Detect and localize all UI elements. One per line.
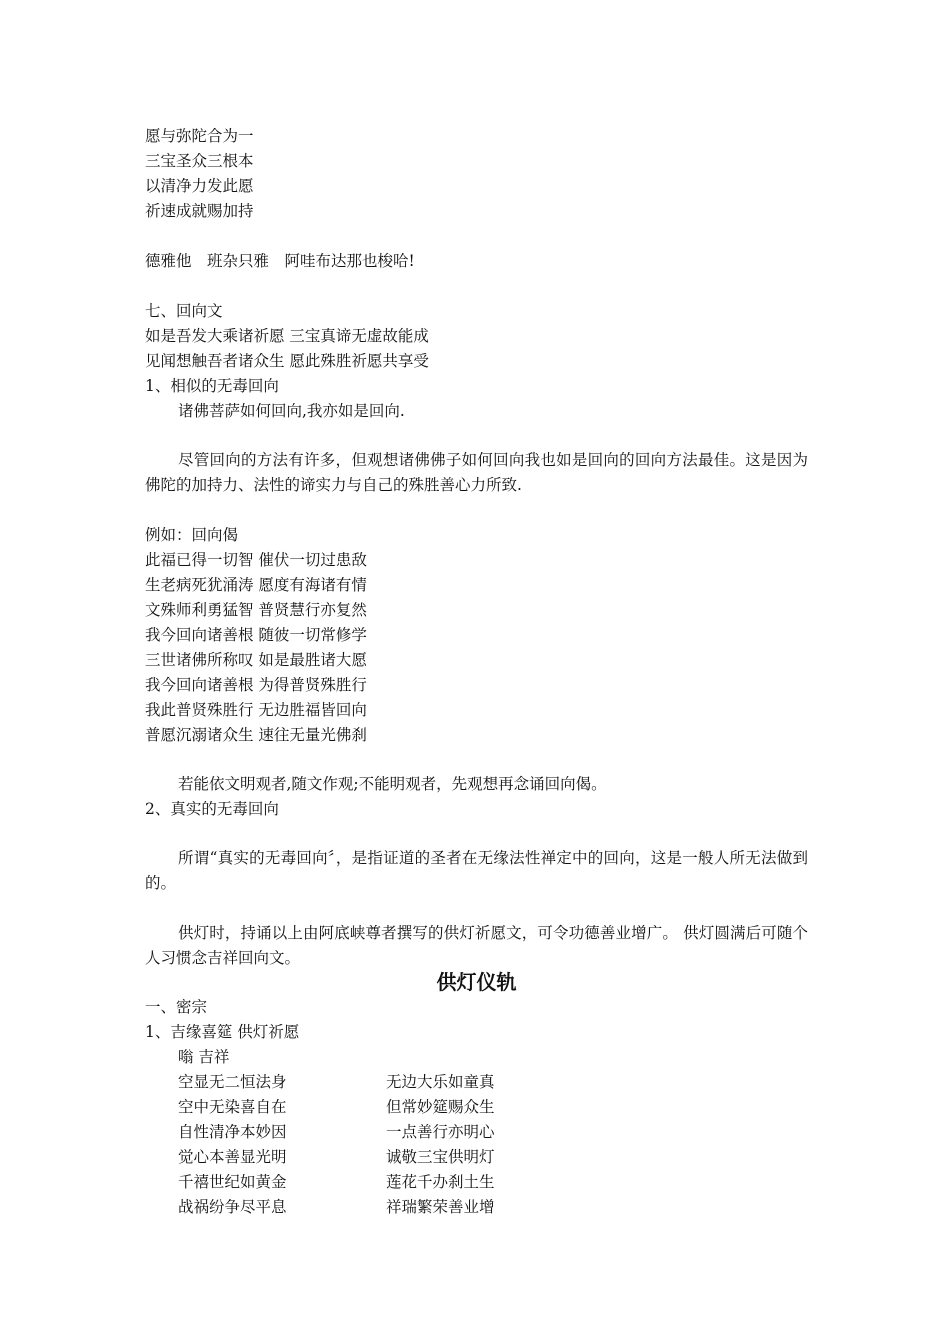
verse-line: 三世诸佛所称叹 如是最胜诸大愿 xyxy=(145,651,367,669)
couplet-row xyxy=(178,1097,495,1117)
couplet-right: 祥瑞繁荣善业增 xyxy=(386,1198,495,1216)
mantra-line: 德雅他 班杂只雅 阿哇布达那也梭哈! xyxy=(145,252,415,270)
paragraph: 尽管回向的方法有许多，但观想诸佛佛子如何回向我也如是回向的回向方法最佳。这是因为佛陀的加持力、法性的谛实力与自己的殊胜善心力所致. xyxy=(145,451,808,494)
verse-line: 如是吾发大乘诸祈愿 三宝真谛无虚故能成 xyxy=(145,327,429,345)
couplet-left: 战祸纷争尽平息 xyxy=(178,1198,287,1216)
note-line: 若能依文明观者,随文作观;不能明观者，先观想再念诵回向偈。 xyxy=(178,775,607,793)
couplet-row xyxy=(178,1147,495,1167)
example-label: 例如：回向偈 xyxy=(145,526,239,544)
verse-line: 三宝圣众三根本 xyxy=(145,152,254,170)
paragraph: 所谓“真实的无毒回向〞，是指证道的圣者在无缘法性禅定中的回向，这是一般人所无法做到的。 xyxy=(145,849,808,892)
verse-line: 此福已得一切智 催伏一切过患敌 xyxy=(145,551,367,569)
couplet-row xyxy=(178,1122,495,1142)
couplet-left: 空中无染喜自在 xyxy=(178,1098,287,1116)
verse-line: 祈速成就赐加持 xyxy=(145,202,254,220)
verse-line: 我今回向诸善根 随彼一切常修学 xyxy=(145,626,367,644)
paragraph: 供灯时，持诵以上由阿底峡尊者撰写的供灯祈愿文，可令功德善业增广。 供灯圆满后可随个人习惯念吉祥回向文。 xyxy=(145,924,808,967)
verse-line: 文殊师利勇猛智 普贤慧行亦复然 xyxy=(145,601,367,619)
section-heading: 一、密宗 xyxy=(145,998,208,1016)
subsection-heading: 1、吉缘喜筵 供灯祈愿 xyxy=(145,1023,300,1041)
couplet-row xyxy=(178,1172,495,1192)
couplet-right: 莲花千办刹土生 xyxy=(386,1173,495,1191)
couplet-left: 自性清净本妙因 xyxy=(178,1123,287,1141)
section-heading: 七、回向文 xyxy=(145,302,223,320)
couplet-right: 诚敬三宝供明灯 xyxy=(386,1148,495,1166)
verse-line: 以清净力发此愿 xyxy=(145,177,254,195)
verse-line: 普愿沉溺诸众生 速往无量光佛刹 xyxy=(145,726,367,744)
couplet-row xyxy=(178,1072,495,1092)
couplet-left: 千禧世纪如黄金 xyxy=(178,1173,287,1191)
couplet-right: 但常妙筵赐众生 xyxy=(386,1098,495,1116)
subsection-heading: 1、相似的无毒回向 xyxy=(145,377,279,395)
verse-line: 我今回向诸善根 为得普贤殊胜行 xyxy=(145,676,367,694)
verse-line: 嗡 吉祥 xyxy=(178,1048,230,1066)
couplet-right: 无边大乐如童真 xyxy=(386,1073,495,1091)
verse-line: 诸佛菩萨如何回向,我亦如是回向. xyxy=(178,402,405,420)
verse-line: 生老病死犹涌涛 愿度有海诸有情 xyxy=(145,576,367,594)
verse-line: 我此普贤殊胜行 无边胜福皆回向 xyxy=(145,701,367,719)
couplet-row xyxy=(178,1197,495,1217)
couplet-right: 一点善行亦明心 xyxy=(386,1123,495,1141)
subsection-heading: 2、真实的无毒回向 xyxy=(145,800,279,818)
verse-line: 见闻想触吾者诸众生 愿此殊胜祈愿共享受 xyxy=(145,352,429,370)
couplet-left: 觉心本善显光明 xyxy=(178,1148,287,1166)
couplet-left: 空显无二恒法身 xyxy=(178,1073,287,1091)
verse-line: 愿与弥陀合为一 xyxy=(145,127,254,145)
document-title: 供灯仪轨 xyxy=(436,970,517,994)
